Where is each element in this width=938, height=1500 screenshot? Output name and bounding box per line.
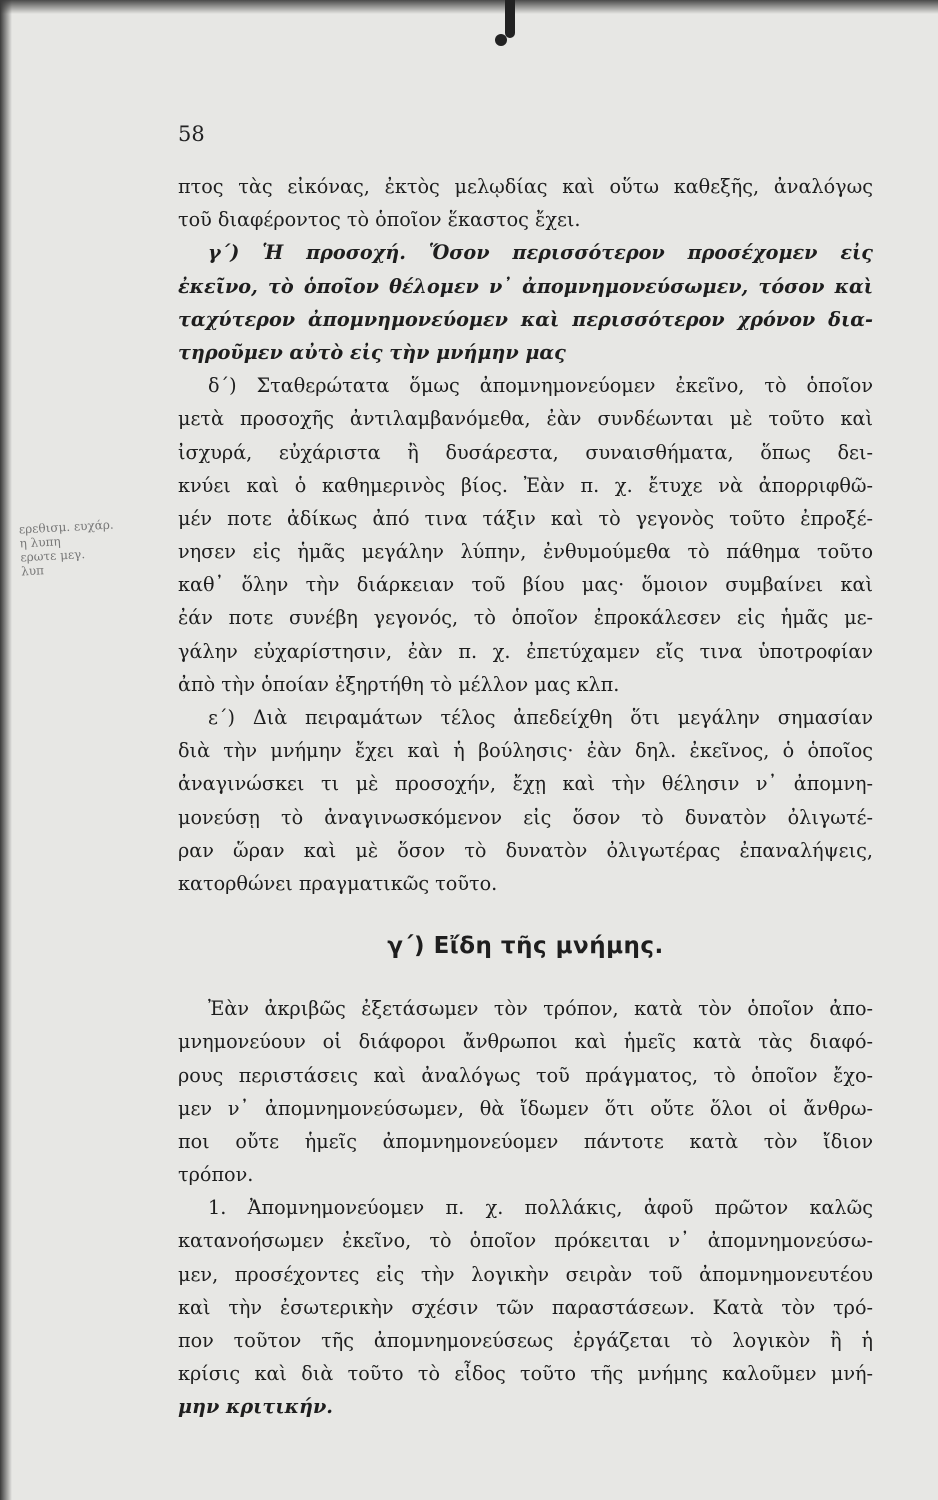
text-line: ἀπὸ τὴν ὁποίαν ἐξηρτήθη τὸ μέλλον μας κλπ. [178, 672, 620, 696]
margin-note-line: η λυπη [19, 534, 61, 551]
text-line: ἀναγινώσκει τι μὲ προσοχήν, ἔχῃ καὶ τὴν θέλησιν ν᾽ ἀπομνη- [178, 772, 873, 796]
page-number: 58 [178, 122, 205, 146]
text-line: κατορθώνει πραγματικῶς τοῦτο. [178, 871, 498, 895]
text-line: μνημονεύουν οἱ διάφοροι ἄνθρωποι καὶ ἡμεῖς κατὰ τὰς διαφό- [178, 1030, 873, 1054]
text-line: μετὰ προσοχῆς ἀντιλαμβανόμεθα, ἐὰν συνδέωνται μὲ τοῦτο καὶ [178, 407, 873, 431]
margin-note-line: λυπ [20, 563, 45, 579]
page-left-shadow [0, 0, 12, 1500]
section-heading: γ΄) Εἴδη τῆς μνήμης. [387, 933, 664, 960]
text-line: ρους περιστάσεις καὶ ἀναλόγως τοῦ πράγματος, τὸ ὁποῖον ἔχο- [178, 1063, 873, 1087]
text-line: κνύει καὶ ὁ καθημερινὸς βίος. Ἐὰν π. χ. ἔτυχε νὰ ἀπορριφθῶ- [178, 473, 873, 497]
text-line: καὶ τὴν ἐσωτερικὴν σχέσιν τῶν παραστάσεων. Κατὰ τὸν τρό- [178, 1295, 873, 1319]
binding-hole [495, 34, 507, 46]
text-line: κατανοήσωμεν ἐκεῖνο, τὸ ὁποῖον πρόκειται ν᾽ ἀπομνημονεύσω- [178, 1229, 873, 1253]
margin-note-line: ερεθισμ. ευχάρ. [18, 517, 114, 537]
text-line: κρίσις καὶ διὰ τοῦτο τὸ εἶδος τοῦτο τῆς μνήμης καλοῦμεν μνή- [178, 1362, 873, 1386]
text-line: Ἐὰν ἀκριβῶς ἐξετάσωμεν τὸν τρόπον, κατὰ τὸν ὁποῖον ἀπο- [208, 997, 873, 1021]
text-line: νησεν εἰς ἡμᾶς μεγάλην λύπην, ἐνθυμούμεθα τὸ πάθημα τοῦτο [178, 540, 873, 564]
body-text [178, 170, 873, 1424]
text-line-emphasis: ἐκεῖνο, τὸ ὁποῖον θέλομεν ν᾽ ἀπομνημονεύσωμεν, τόσον καὶ [178, 274, 873, 298]
page-top-shadow [0, 0, 938, 14]
text-line-emphasis: γ΄) Ἡ προσοχή. Ὅσον περισσότερον προσέχομεν εἰς [208, 241, 873, 265]
text-line: ἐάν ποτε συνέβη γεγονός, τὸ ὁποῖον ἐπροκάλεσεν εἰς ἡμᾶς με- [178, 606, 873, 630]
text-line: τοῦ διαφέροντος τὸ ὁποῖον ἕκαστος ἔχει. [178, 208, 581, 232]
text-line: μέν ποτε ἀδίκως ἀπό τινα τάξιν καὶ τὸ γεγονὸς τοῦτο ἐπροξέ- [178, 506, 873, 530]
text-line-emphasis: ταχύτερον ἀπομνημονεύομεν καὶ περισσότερον χρόνον δια- [178, 307, 873, 331]
text-line: ποι οὔτε ἡμεῖς ἀπομνημονεύομεν πάντοτε κατὰ τὸν ἴδιον [178, 1129, 873, 1153]
text-line: διὰ τὴν μνήμην ἔχει καὶ ἡ βούλησις· ἐὰν δηλ. ἐκεῖνος, ὁ ὁποῖος [178, 739, 873, 763]
text-line: γάλην εὐχαρίστησιν, ἐὰν π. χ. ἐπετύχαμεν εἴς τινα ὑποτροφίαν [178, 639, 873, 663]
text-line: καθ᾽ ὅλην τὴν διάρκειαν τοῦ βίου μας· ὅμοιον συμβαίνει καὶ [178, 573, 873, 597]
text-line: πον τοῦτον τῆς ἀπομνημονεύσεως ἐργάζεται τὸ λογικὸν ἢ ἡ [178, 1329, 873, 1352]
text-line: 1. Ἀπομνημονεύομεν π. χ. πολλάκις, ἀφοῦ πρῶτον καλῶς [208, 1196, 873, 1220]
text-line: τρόπον. [178, 1163, 254, 1187]
text-line: ἰσχυρά, εὐχάριστα ἢ δυσάρεστα, συναισθήματα, ὅπως δει- [178, 440, 873, 464]
text-line: μεν, προσέχοντες εἰς τὴν λογικὴν σειρὰν τοῦ ἀπομνημονευτέου [178, 1262, 873, 1286]
handwritten-margin-note [19, 518, 117, 579]
text-line-emphasis: μην κριτικήν. [178, 1395, 333, 1419]
text-line: μονεύσῃ τὸ ἀναγινωσκόμενον εἰς ὅσον τὸ δυνατὸν ὀλιγωτέ- [178, 805, 873, 829]
margin-note-line: ερωτε μεγ. [20, 547, 86, 565]
text-line-emphasis: τηροῦμεν αὐτὸ εἰς τὴν μνήμην μας [178, 340, 566, 364]
text-line: ραν ὥραν καὶ μὲ ὅσον τὸ δυνατὸν ὀλιγωτέρας ἐπαναλήψεις, [178, 838, 873, 862]
text-line: πτος τὰς εἰκόνας, ἐκτὸς μελῳδίας καὶ οὕτω καθεξῆς, ἀναλόγως [178, 175, 873, 198]
text-line: δ΄) Σταθερώτατα ὅμως ἀπομνημονεύομεν ἐκεῖνο, τὸ ὁποῖον [208, 374, 873, 398]
text-line: μεν ν᾽ ἀπομνημονεύσωμεν, θὰ ἴδωμεν ὅτι οὔτε ὅλοι οἱ ἄνθρω- [178, 1096, 873, 1120]
text-line: ε΄) Διὰ πειραμάτων τέλος ἀπεδείχθη ὅτι μεγάλην σημασίαν [208, 706, 873, 729]
binding-tear [505, 0, 515, 38]
